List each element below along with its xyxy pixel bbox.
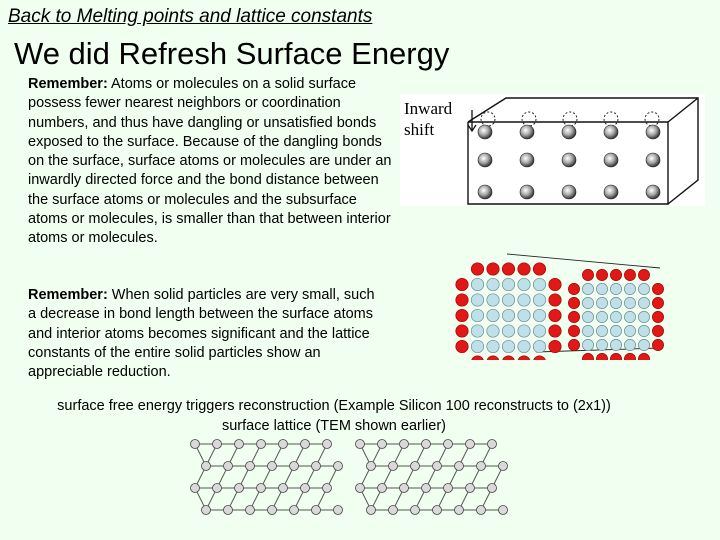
interior-atom	[533, 325, 545, 337]
lattice-atom	[268, 462, 277, 471]
surface-atom	[638, 269, 649, 280]
interior-atom	[487, 278, 499, 290]
lattice-atom	[477, 462, 486, 471]
interior-atom	[471, 325, 483, 337]
lattice-atom	[499, 462, 508, 471]
lattice-atom	[356, 484, 365, 493]
lattice-atom	[257, 440, 266, 449]
interior-atom	[638, 297, 649, 308]
interior-atom	[610, 311, 621, 322]
interior-atom	[502, 294, 514, 306]
lattice-atom	[488, 440, 497, 449]
lattice-atom	[488, 484, 497, 493]
surface-atom	[568, 283, 579, 294]
lattice-atom	[433, 462, 442, 471]
surface-atom	[568, 297, 579, 308]
interior-atom	[518, 278, 530, 290]
surface-atom	[471, 263, 483, 275]
surface-atom	[582, 353, 593, 360]
back-link[interactable]: Back to Melting points and lattice constants	[8, 6, 373, 27]
surface-atom	[533, 263, 545, 275]
lattice-atom	[389, 506, 398, 515]
lattice-atom	[290, 462, 299, 471]
surface-atom	[487, 263, 499, 275]
lattice-atom	[444, 484, 453, 493]
particle-atoms	[456, 263, 664, 360]
nanoparticle-figure	[452, 248, 667, 360]
surface-atom	[638, 353, 649, 360]
surface-atom	[456, 340, 468, 352]
interior-atom	[533, 340, 545, 352]
interior-atom	[638, 283, 649, 294]
surface-atom	[487, 356, 499, 360]
lattice-atom	[400, 484, 409, 493]
interior-atom	[518, 325, 530, 337]
lattice-atom	[290, 506, 299, 515]
interior-atom	[610, 339, 621, 350]
interior-atom	[596, 325, 607, 336]
lattice-atom	[422, 484, 431, 493]
surface-atom	[568, 311, 579, 322]
lattice-atom	[323, 440, 332, 449]
lattice-atom	[213, 484, 222, 493]
paragraph-lead: Remember:	[28, 287, 108, 303]
lattice-atom	[433, 506, 442, 515]
interior-atom	[471, 278, 483, 290]
lattice-atom	[279, 484, 288, 493]
interior-atom	[518, 294, 530, 306]
surface-atom	[568, 339, 579, 350]
lattice-atom	[191, 440, 200, 449]
interior-atom	[471, 340, 483, 352]
inward-label: Inward	[404, 99, 453, 118]
lattice-atom	[202, 462, 211, 471]
lattice-atom	[301, 484, 310, 493]
surface-atom	[502, 356, 514, 360]
lattice-atom	[312, 462, 321, 471]
surface-atom	[456, 309, 468, 321]
interior-atom	[610, 297, 621, 308]
interior-atom	[582, 311, 593, 322]
surface-atom	[549, 294, 561, 306]
surface-atom	[652, 339, 663, 350]
lattice-atom	[323, 484, 332, 493]
surface-atom	[652, 311, 663, 322]
lattice-atom	[235, 484, 244, 493]
surface-atom	[533, 356, 545, 360]
lattice-atom	[334, 506, 343, 515]
surface-atom	[624, 269, 635, 280]
inward-shift-lattice-figure	[400, 94, 705, 206]
interior-atom	[502, 340, 514, 352]
surface-atom	[471, 356, 483, 360]
interior-atom	[596, 339, 607, 350]
lattice-atom	[213, 440, 222, 449]
interior-atom	[624, 283, 635, 294]
surface-atom	[624, 353, 635, 360]
interior-atom	[596, 297, 607, 308]
lattice-atom	[257, 484, 266, 493]
lattice-atom	[334, 462, 343, 471]
lattice-atom	[268, 506, 277, 515]
surface-atom	[652, 283, 663, 294]
interior-atom	[582, 297, 593, 308]
interior-atom	[471, 294, 483, 306]
reconstruction-note: surface free energy triggers reconstruction (Example Silicon 100 reconstructs to (2x1)) surface lattice (TEM shown earlier)	[57, 398, 611, 434]
shift-label: shift	[404, 120, 435, 139]
lattice-atom	[224, 506, 233, 515]
lattice-atom	[499, 506, 508, 515]
projection-line	[507, 254, 660, 268]
interior-atom	[624, 297, 635, 308]
interior-atom	[596, 311, 607, 322]
paragraph-text: Atoms or molecules on a solid surface possess fewer nearest neighbors or coordination numbers, and thus have dangling or unsatisfied bonds exposed to the surface. Because of the dangling bonds on the surface, surface atoms or molecules are under an inwardly directed force and the bond distance between the surface atoms or molecules and the subsurface atoms or molecules, is smaller than that between interior atoms or molecules.	[28, 76, 392, 247]
paragraph-small-particles	[28, 286, 386, 382]
surface-atom	[518, 263, 530, 275]
surface-atom	[456, 294, 468, 306]
interior-atom	[471, 309, 483, 321]
surface-atom	[549, 309, 561, 321]
surface-atom	[610, 269, 621, 280]
interior-atom	[638, 311, 649, 322]
surface-atom	[456, 278, 468, 290]
interior-atom	[638, 339, 649, 350]
paragraph-lead: Remember:	[28, 76, 108, 92]
interior-atom	[610, 325, 621, 336]
interior-atom	[487, 294, 499, 306]
lattice-atom	[411, 506, 420, 515]
interior-atom	[518, 309, 530, 321]
surface-atom	[596, 353, 607, 360]
interior-atom	[624, 339, 635, 350]
lattice-atom	[191, 484, 200, 493]
interior-atom	[582, 339, 593, 350]
interior-atom	[487, 340, 499, 352]
interior-atom	[638, 325, 649, 336]
interior-atom	[502, 325, 514, 337]
interior-atom	[533, 294, 545, 306]
lattice-atom	[422, 440, 431, 449]
interior-atom	[502, 309, 514, 321]
surface-atom	[652, 325, 663, 336]
interior-atom	[533, 309, 545, 321]
surface-atom	[652, 297, 663, 308]
lattice-atom	[466, 440, 475, 449]
lattice-atom	[444, 440, 453, 449]
surface-atom	[582, 269, 593, 280]
surface-atom	[456, 325, 468, 337]
lattice-atom	[367, 506, 376, 515]
interior-atom	[582, 283, 593, 294]
interior-atom	[624, 311, 635, 322]
interior-atom	[624, 325, 635, 336]
interior-atom	[487, 309, 499, 321]
lattice-atom	[279, 440, 288, 449]
surface-atom	[518, 356, 530, 360]
lattice-atom	[301, 440, 310, 449]
interior-atom	[518, 340, 530, 352]
reconstruction-lattice	[191, 440, 508, 515]
lattice-atom	[411, 462, 420, 471]
surface-atom	[549, 325, 561, 337]
interior-atom	[502, 278, 514, 290]
lattice-atom	[246, 506, 255, 515]
surface-atom	[610, 353, 621, 360]
paragraph-surface-bonds	[28, 75, 400, 249]
surface-atom	[549, 340, 561, 352]
interior-atom	[582, 325, 593, 336]
lattice-atom	[378, 440, 387, 449]
lattice-atom	[400, 440, 409, 449]
surface-atom	[568, 325, 579, 336]
lattice-atom	[202, 506, 211, 515]
interior-atom	[487, 325, 499, 337]
lattice-atom	[235, 440, 244, 449]
interior-atom	[596, 283, 607, 294]
lattice-atom	[224, 462, 233, 471]
lattice-atom	[367, 462, 376, 471]
lattice-atom	[466, 484, 475, 493]
surface-atom	[596, 269, 607, 280]
lattice-atom	[246, 462, 255, 471]
lattice-atom	[378, 484, 387, 493]
reconstruction-figure	[185, 436, 510, 536]
surface-atom	[502, 263, 514, 275]
lattice-atom	[477, 506, 486, 515]
interior-atom	[610, 283, 621, 294]
page-title: We did Refresh Surface Energy	[14, 36, 450, 71]
lattice-atom	[356, 440, 365, 449]
lattice-atom	[455, 506, 464, 515]
lattice-atom	[312, 506, 321, 515]
paragraph-text: When solid particles are very small, such a decrease in bond length between the surface atoms and interior atoms becomes significant and the lattice constants of the entire solid particles show an appreciable reduction.	[28, 287, 375, 381]
surface-atom	[549, 278, 561, 290]
interior-atom	[533, 278, 545, 290]
lattice-atom	[455, 462, 464, 471]
lattice-atom	[389, 462, 398, 471]
